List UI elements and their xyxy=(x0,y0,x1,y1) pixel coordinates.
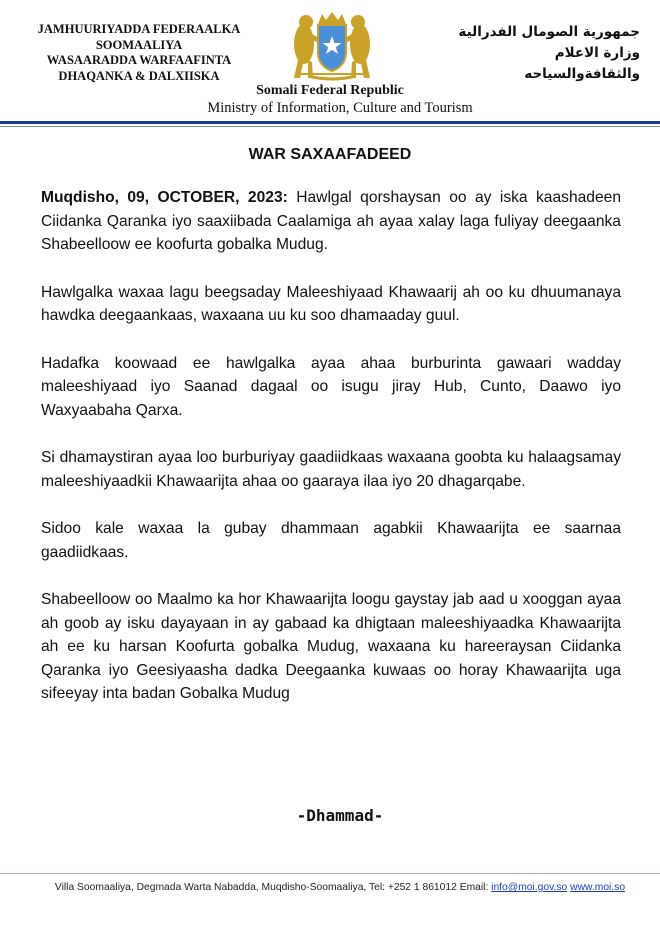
header-right-line: وزارة الاعلام xyxy=(554,45,640,61)
left-leopard-icon xyxy=(294,15,319,78)
header-left-line: DHAQANKA & DALXIISKA xyxy=(58,68,220,83)
paragraph: Shabeelloow oo Maalmo ka hor Khawaarijta loogu gaystay jab aad u xooggan ayaa ah goob ay isku dayayaan in ay gabaad ka dhigtaan maleeshiyaadka Khawaarijta ah ee ku harsan Koofurta gobalka Mudug, waxaana ku hareeraysan Ciidanka Qaranka iyo Geesiyaasha dadka Deegaanka kuwaas oo horay Khawaarijta uga sifeeyay inta badan Gobalka Mudug xyxy=(41,591,621,702)
coat-of-arms-emblem xyxy=(286,8,378,82)
email-link[interactable]: info@moi.gov.so xyxy=(491,882,568,893)
closing-mark: -Dhammad- xyxy=(296,806,384,825)
website-link[interactable]: www.moi.so xyxy=(570,882,626,893)
press-release-body xyxy=(41,186,621,730)
paragraph xyxy=(41,186,621,257)
header-divider-thin xyxy=(0,126,660,127)
header-arabic-ministry-name xyxy=(440,22,640,85)
paragraph: Sidoo kale waxaa la gubay dhammaan agabkii Khawaarijta ee saarnaa gaadiidkaas. xyxy=(41,520,621,561)
crown-icon xyxy=(318,12,346,24)
document-title: WAR SAXAAFADEED xyxy=(248,146,412,163)
header-left-line: WASAARADDA WARFAAFINTA xyxy=(46,53,232,67)
right-leopard-icon xyxy=(345,15,370,78)
header-divider xyxy=(0,121,660,124)
paragraph: Si dhamaystiran ayaa loo burburiyay gaadiidkaas waxaana goobta ku halaagsamay maleeshiyaadkii Khawaarijta ahaa oo gaaraya ilaa iyo 20 dhagarqabe. xyxy=(41,449,621,490)
header-left-line: SOOMAALIYA xyxy=(95,37,183,52)
footer xyxy=(0,882,660,893)
header-somali-ministry-name xyxy=(34,22,244,84)
footer-divider xyxy=(0,873,660,874)
header-right-line: والثقافةوالسياحه xyxy=(524,66,640,82)
paragraph: Hawlgalka waxaa lagu beegsaday Maleeshiyaad Khawaarij ah oo ku dhuumanaya hawdka deegaankaas, waxaana uu ku soo dhamaaday guul. xyxy=(41,283,621,324)
header-left-line: JAMHUURIYADDA FEDERAALKA xyxy=(37,22,241,36)
ministry-name: Ministry of Information, Culture and Tourism xyxy=(207,100,473,116)
paragraph: Hadafka koowaad ee hawlgalka ayaa ahaa burburinta gawaari wadday maleeshiyaad iyo Saanad dagaal oo isugu jiray Hub, Cunto, Daawo iyo Waxyaabaha Qarxa. xyxy=(41,354,621,419)
paragraph-text: Hawlgal qorshaysan oo ay iska kaashadeen Ciidanka Qaranka iyo saaxiibada Caalamiga ah ayaa xalay laga fuliyay deegaanka Shabeelloow ee koofurta gobalka Mudug. xyxy=(41,189,621,253)
header-right-line: جمهورية الصومال الفدرالية xyxy=(458,24,640,40)
ribbon-icon xyxy=(308,76,356,79)
footer-address: Villa Soomaaliya, Degmada Warta Nabadda, Muqdisho-Soomaaliya, Tel: +252 1 861012 Email: xyxy=(54,882,492,893)
republic-name: Somali Federal Republic xyxy=(256,83,404,98)
dateline: Muqdisho, 09, OCTOBER, 2023: xyxy=(41,189,288,206)
